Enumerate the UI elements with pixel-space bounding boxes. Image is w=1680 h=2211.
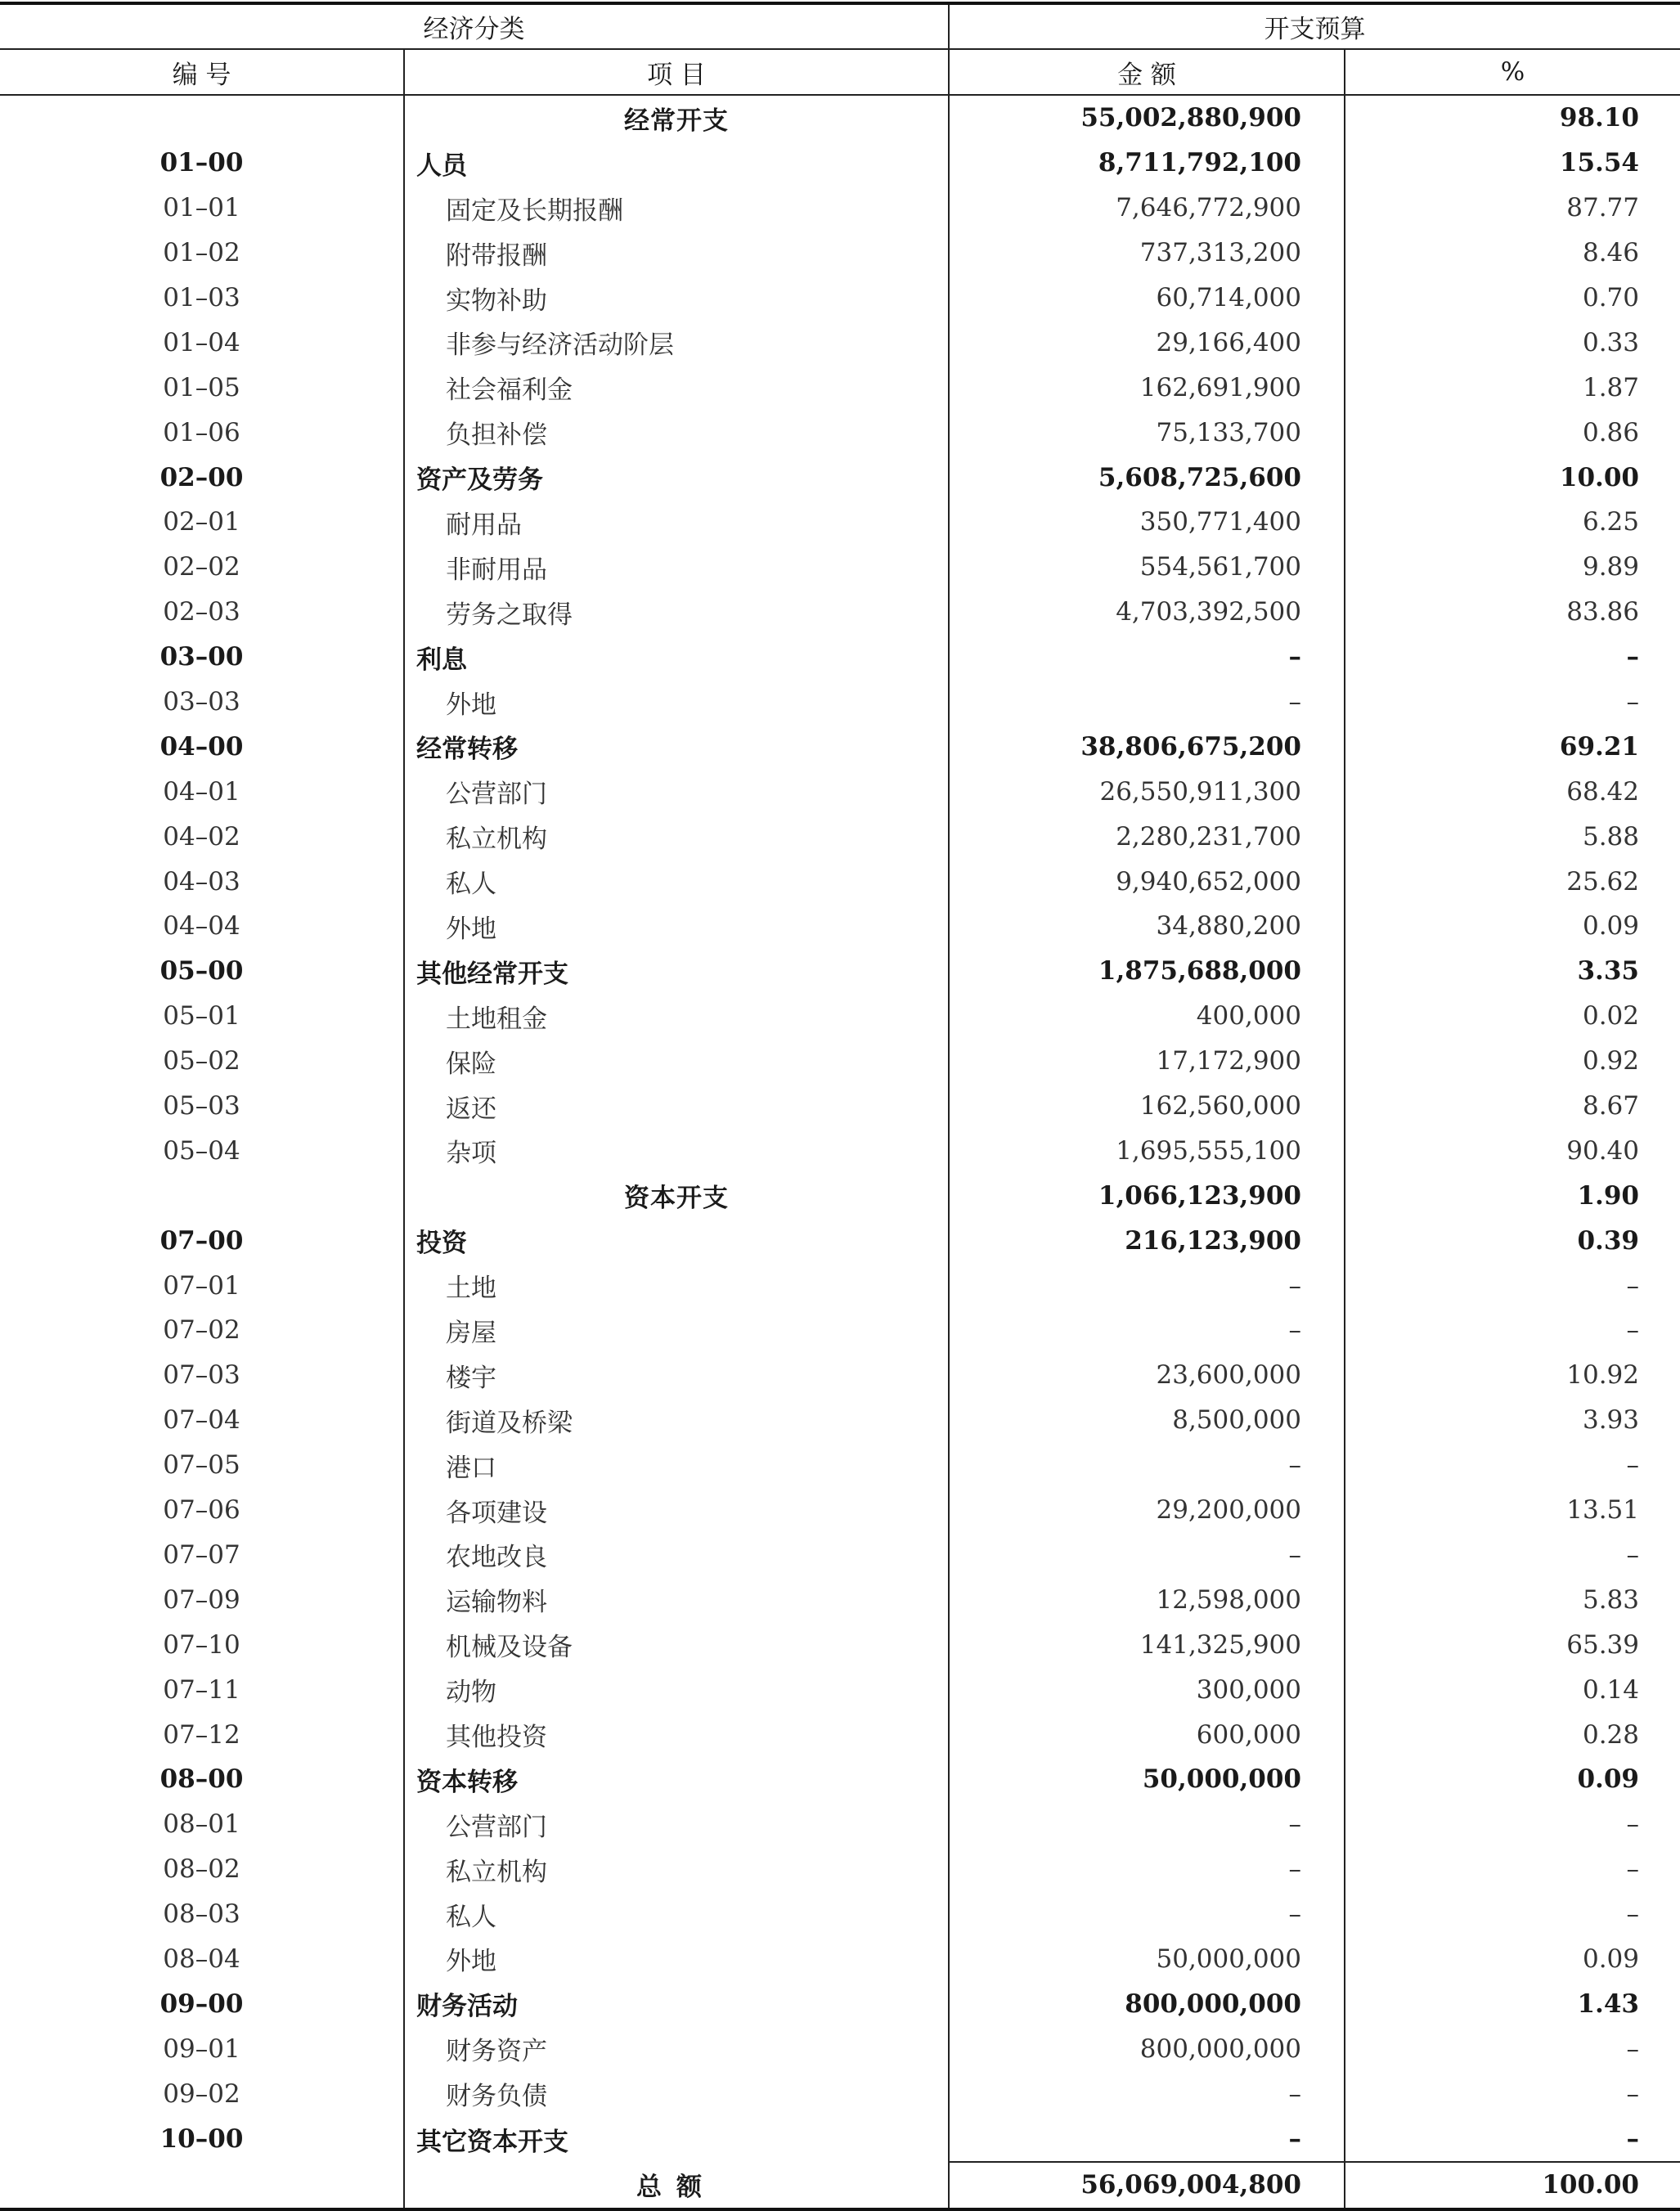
row-item: 资本转移 [404, 1757, 949, 1802]
row-percent: 0.28 [1345, 1712, 1680, 1757]
row-percent: 5.88 [1345, 814, 1680, 859]
table-row [0, 276, 1680, 321]
table-row [0, 769, 1680, 814]
row-percent: 0.09 [1345, 1757, 1680, 1802]
row-item: 资产及劳务 [404, 455, 949, 500]
row-amount: 350,771,400 [949, 500, 1345, 545]
row-code: 07–01 [163, 1270, 240, 1301]
table-row [0, 1892, 1680, 1937]
row-percent: – [1345, 1802, 1680, 1847]
row-percent: 0.70 [1345, 276, 1680, 321]
table-row [0, 231, 1680, 276]
row-item: 返还 [404, 1084, 949, 1129]
row-amount: 737,313,200 [949, 231, 1345, 276]
row-amount: 55,002,880,900 [949, 95, 1345, 141]
table-group-row [0, 1218, 1680, 1263]
row-code: 07–05 [163, 1450, 240, 1481]
row-percent: – [1345, 2071, 1680, 2116]
row-code: 07–03 [163, 1360, 240, 1391]
row-code: 02–03 [163, 597, 240, 627]
row-amount: 300,000 [949, 1667, 1345, 1712]
row-item: 私立机构 [404, 814, 949, 859]
table-total-row [0, 2162, 1680, 2209]
row-amount: 23,600,000 [949, 1353, 1345, 1398]
row-code: 04–00 [159, 731, 244, 762]
table-row [0, 904, 1680, 949]
row-item: 财务活动 [404, 1981, 949, 2026]
row-amount: 8,500,000 [949, 1398, 1345, 1443]
row-percent: 0.33 [1345, 320, 1680, 365]
row-item: 公营部门 [404, 1802, 949, 1847]
header-amount: 金 额 [949, 49, 1345, 95]
table-row [0, 545, 1680, 590]
row-code: 05–04 [163, 1135, 240, 1166]
row-code: 07–12 [163, 1719, 240, 1750]
row-percent: 25.62 [1345, 859, 1680, 904]
row-percent: 5.83 [1345, 1577, 1680, 1622]
row-code: 09–01 [163, 2033, 240, 2064]
row-percent: – [1345, 680, 1680, 725]
table-row [0, 1577, 1680, 1622]
row-code: 07–10 [163, 1629, 240, 1660]
table-section-row [0, 95, 1680, 141]
row-amount: – [949, 1533, 1345, 1578]
row-code: 07–00 [159, 1225, 244, 1256]
row-percent: – [1345, 1263, 1680, 1308]
row-code: 01–05 [163, 372, 240, 402]
row-amount: 1,066,123,900 [949, 1173, 1345, 1218]
row-amount: 162,691,900 [949, 365, 1345, 410]
row-code: 07–06 [163, 1495, 240, 1526]
table-row [0, 680, 1680, 725]
row-code: 07–07 [163, 1539, 240, 1570]
row-item: 经常开支 [404, 95, 949, 141]
row-code: 05–02 [163, 1046, 240, 1076]
row-code: 07–11 [163, 1674, 240, 1705]
table-row [0, 1443, 1680, 1488]
row-item: 私人 [404, 859, 949, 904]
table-group-row [0, 455, 1680, 500]
row-code: 01–06 [163, 417, 240, 447]
table-group-row [0, 1981, 1680, 2026]
row-amount: 50,000,000 [949, 1937, 1345, 1982]
row-item: 土地 [404, 1263, 949, 1308]
row-code: 07–09 [163, 1584, 240, 1615]
row-item: 楼宇 [404, 1353, 949, 1398]
table-group-row [0, 724, 1680, 769]
row-code [0, 1173, 404, 1218]
row-item: 投资 [404, 1218, 949, 1263]
row-percent: 0.09 [1345, 1937, 1680, 1982]
row-code: 01–02 [163, 238, 240, 268]
row-item: 杂项 [404, 1128, 949, 1173]
row-code: 02–02 [163, 552, 240, 582]
row-percent: 0.14 [1345, 1667, 1680, 1712]
row-amount: 554,561,700 [949, 545, 1345, 590]
row-percent: – [1345, 1533, 1680, 1578]
row-item: 财务资产 [404, 2026, 949, 2071]
row-code: 01–04 [163, 327, 240, 357]
table-group-row [0, 635, 1680, 680]
row-percent: – [1345, 1308, 1680, 1353]
table-row [0, 1847, 1680, 1892]
row-item: 其他投资 [404, 1712, 949, 1757]
row-code [0, 95, 404, 141]
row-amount: – [949, 2071, 1345, 2116]
row-item: 外地 [404, 1937, 949, 1982]
row-percent: – [1345, 2026, 1680, 2071]
row-code: 05–01 [163, 1001, 240, 1031]
row-percent: 83.86 [1345, 590, 1680, 635]
table-row [0, 320, 1680, 365]
row-code: 04–04 [163, 911, 240, 941]
row-amount: 12,598,000 [949, 1577, 1345, 1622]
table-row [0, 1128, 1680, 1173]
row-amount: 4,703,392,500 [949, 590, 1345, 635]
row-item: 港口 [404, 1443, 949, 1488]
row-percent: 68.42 [1345, 769, 1680, 814]
row-item: 负担补偿 [404, 410, 949, 455]
header-group-row [0, 3, 1680, 49]
header-economic-classification: 经济分类 [0, 3, 949, 49]
row-code: 04–02 [163, 821, 240, 852]
row-percent: 69.21 [1345, 724, 1680, 769]
row-code: 04–03 [163, 866, 240, 897]
row-percent: 15.54 [1345, 141, 1680, 186]
table-row [0, 365, 1680, 410]
row-item: 经常转移 [404, 724, 949, 769]
row-item: 实物补助 [404, 276, 949, 321]
row-code: 01–03 [163, 283, 240, 312]
row-code: 08–01 [163, 1809, 240, 1840]
table-row [0, 1308, 1680, 1353]
row-percent: 98.10 [1345, 95, 1680, 141]
row-percent: – [1345, 1847, 1680, 1892]
table-row [0, 2071, 1680, 2116]
row-percent: 1.90 [1345, 1173, 1680, 1218]
table-row [0, 186, 1680, 231]
row-amount: 29,200,000 [949, 1488, 1345, 1533]
row-amount: – [949, 680, 1345, 725]
header-percent: % [1345, 49, 1680, 95]
row-amount: 1,695,555,100 [949, 1128, 1345, 1173]
row-percent: – [1345, 1892, 1680, 1937]
table-row [0, 410, 1680, 455]
row-code: 05–00 [159, 956, 244, 986]
row-amount: 34,880,200 [949, 904, 1345, 949]
table-row [0, 590, 1680, 635]
row-code: 01–01 [163, 193, 240, 223]
row-code: 08–00 [159, 1764, 244, 1795]
table-row [0, 1353, 1680, 1398]
row-item: 土地租金 [404, 994, 949, 1039]
row-item: 耐用品 [404, 500, 949, 545]
row-code: 01–00 [159, 148, 244, 178]
row-item: 动物 [404, 1667, 949, 1712]
row-item: 外地 [404, 680, 949, 725]
row-code: 03–00 [159, 642, 244, 672]
row-item: 非耐用品 [404, 545, 949, 590]
table-group-row [0, 949, 1680, 994]
row-item: 房屋 [404, 1308, 949, 1353]
table-row [0, 1712, 1680, 1757]
table-row [0, 1937, 1680, 1982]
row-amount: – [949, 1892, 1345, 1937]
table-row [0, 994, 1680, 1039]
header-expenditure-budget: 开支预算 [949, 3, 1680, 49]
row-amount: 50,000,000 [949, 1757, 1345, 1802]
row-percent: 9.89 [1345, 545, 1680, 590]
row-amount: 400,000 [949, 994, 1345, 1039]
row-amount: – [949, 1308, 1345, 1353]
table-section-row [0, 1173, 1680, 1218]
total-code [0, 2162, 404, 2209]
row-code: 05–03 [163, 1091, 240, 1121]
row-amount: 141,325,900 [949, 1622, 1345, 1667]
total-percent: 100.00 [1345, 2162, 1680, 2209]
row-percent: 1.43 [1345, 1981, 1680, 2026]
row-item: 机械及设备 [404, 1622, 949, 1667]
table-row [0, 2026, 1680, 2071]
row-amount: – [949, 1263, 1345, 1308]
table-row [0, 1622, 1680, 1667]
row-amount: 9,940,652,000 [949, 859, 1345, 904]
row-percent: 87.77 [1345, 186, 1680, 231]
row-percent: 10.92 [1345, 1353, 1680, 1398]
row-amount: – [949, 1802, 1345, 1847]
total-amount: 56,069,004,800 [949, 2162, 1345, 2209]
row-percent: 3.35 [1345, 949, 1680, 994]
row-percent: 8.67 [1345, 1084, 1680, 1129]
row-item: 人员 [404, 141, 949, 186]
row-item: 各项建设 [404, 1488, 949, 1533]
row-item: 非参与经济活动阶层 [404, 320, 949, 365]
row-percent: 8.46 [1345, 231, 1680, 276]
table-row [0, 1398, 1680, 1443]
table-row [0, 859, 1680, 904]
row-code: 08–04 [163, 1944, 240, 1974]
table-group-row [0, 141, 1680, 186]
row-amount: 162,560,000 [949, 1084, 1345, 1129]
row-amount: 216,123,900 [949, 1218, 1345, 1263]
row-amount: – [949, 1847, 1345, 1892]
row-percent: 0.09 [1345, 904, 1680, 949]
row-code: 07–04 [163, 1405, 240, 1436]
row-percent: 65.39 [1345, 1622, 1680, 1667]
row-amount: 600,000 [949, 1712, 1345, 1757]
row-amount: – [949, 1443, 1345, 1488]
table-header [0, 3, 1680, 95]
row-item: 其他经常开支 [404, 949, 949, 994]
row-amount: 8,711,792,100 [949, 141, 1345, 186]
budget-table [0, 2, 1680, 2211]
table-group-row [0, 1757, 1680, 1802]
row-item: 社会福利金 [404, 365, 949, 410]
table-row [0, 500, 1680, 545]
row-amount: 17,172,900 [949, 1039, 1345, 1084]
row-percent: 90.40 [1345, 1128, 1680, 1173]
table-row [0, 1667, 1680, 1712]
row-amount: 1,875,688,000 [949, 949, 1345, 994]
row-code: 08–03 [163, 1899, 240, 1930]
row-item: 资本开支 [404, 1173, 949, 1218]
table-row [0, 1488, 1680, 1533]
row-code: 03–03 [163, 687, 240, 717]
row-percent: 1.87 [1345, 365, 1680, 410]
row-amount: 75,133,700 [949, 410, 1345, 455]
row-item: 财务负债 [404, 2071, 949, 2116]
row-percent: 3.93 [1345, 1398, 1680, 1443]
table-row [0, 1263, 1680, 1308]
row-amount: 7,646,772,900 [949, 186, 1345, 231]
row-item: 私立机构 [404, 1847, 949, 1892]
row-code: 10–00 [159, 2124, 244, 2155]
row-amount: 38,806,675,200 [949, 724, 1345, 769]
header-column-row [0, 49, 1680, 95]
row-item: 保险 [404, 1039, 949, 1084]
row-code: 02–01 [163, 507, 240, 537]
row-amount: 2,280,231,700 [949, 814, 1345, 859]
row-percent: 0.39 [1345, 1218, 1680, 1263]
header-code: 编 号 [0, 49, 404, 95]
row-item: 其它资本开支 [404, 2116, 949, 2162]
table-row [0, 814, 1680, 859]
row-code: 08–02 [163, 1854, 240, 1885]
row-amount: 800,000,000 [949, 2026, 1345, 2071]
row-percent: – [1345, 635, 1680, 680]
row-percent: 0.92 [1345, 1039, 1680, 1084]
row-percent: 0.02 [1345, 994, 1680, 1039]
table-body [0, 95, 1680, 2209]
row-percent: – [1345, 1443, 1680, 1488]
table-row [0, 1039, 1680, 1084]
row-code: 07–02 [163, 1315, 240, 1346]
row-percent: – [1345, 2116, 1680, 2162]
row-item: 农地改良 [404, 1533, 949, 1578]
row-item: 劳务之取得 [404, 590, 949, 635]
table-row [0, 1084, 1680, 1129]
row-item: 固定及长期报酬 [404, 186, 949, 231]
row-item: 公营部门 [404, 769, 949, 814]
row-percent: 13.51 [1345, 1488, 1680, 1533]
row-item: 附带报酬 [404, 231, 949, 276]
row-code: 09–00 [159, 1989, 244, 2019]
row-percent: 0.86 [1345, 410, 1680, 455]
row-amount: 26,550,911,300 [949, 769, 1345, 814]
row-amount: 800,000,000 [949, 1981, 1345, 2026]
row-amount: 29,166,400 [949, 320, 1345, 365]
row-amount: – [949, 2116, 1345, 2162]
row-amount: 60,714,000 [949, 276, 1345, 321]
row-amount: – [949, 635, 1345, 680]
total-label: 总额 [404, 2162, 949, 2209]
row-code: 02–00 [159, 462, 244, 492]
table-row [0, 1802, 1680, 1847]
row-percent: 6.25 [1345, 500, 1680, 545]
table-group-row [0, 2116, 1680, 2162]
row-item: 利息 [404, 635, 949, 680]
row-item: 私人 [404, 1892, 949, 1937]
row-item: 运输物料 [404, 1577, 949, 1622]
table-row [0, 1533, 1680, 1578]
row-item: 街道及桥梁 [404, 1398, 949, 1443]
row-percent: 10.00 [1345, 455, 1680, 500]
row-code: 09–02 [163, 2078, 240, 2109]
header-item: 项 目 [404, 49, 949, 95]
row-code: 04–01 [163, 776, 240, 807]
row-item: 外地 [404, 904, 949, 949]
row-amount: 5,608,725,600 [949, 455, 1345, 500]
